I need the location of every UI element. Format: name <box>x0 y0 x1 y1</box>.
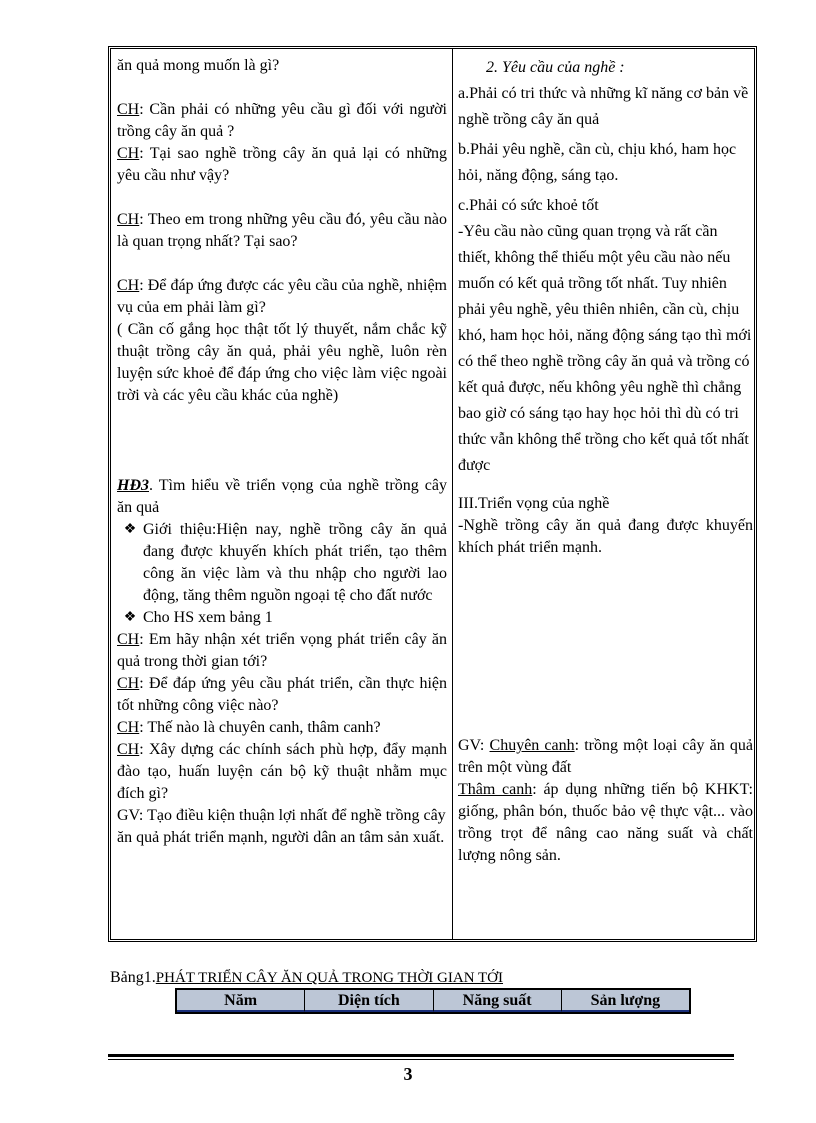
column-header-year: Năm <box>177 990 305 1012</box>
growth-table-header <box>175 988 691 1014</box>
table-caption: Bảng1.PHÁT TRIỂN CÂY ĂN QUẢ TRONG THỜI GIAN TỚI <box>110 969 504 986</box>
left-line-1: ăn quả mong muốn là gì? <box>117 57 280 74</box>
requirement-c-text: -Yêu cầu nào cũng quan trọng và rất cần thiết, không thể thiếu một yêu cầu nào nếu muốn có kết quả trồng tốt nhất. Tuy nhiên phải yêu nghề, yêu thiên nhiên, cần cù, chịu khó, ham học hỏi, năng động sáng tạo thì mới có thể theo nghề trồng cây ăn quả và trồng có kết quả được, nếu không yêu nghề thì chẳng bao giờ có sáng tạo hay học hỏi thì dù có tri thức vẫn không thể trồng cho kết quả tốt nhất được <box>458 223 752 474</box>
teacher-activity-column <box>117 55 447 849</box>
footer-rule <box>108 1054 734 1057</box>
heading-trien-vong: III.Triển vọng của nghề <box>458 495 610 512</box>
trien-vong-text: -Nghề trồng cây ăn quả đang được khuyến khích phát triển mạnh. <box>458 517 753 556</box>
requirement-b: b.Phải yêu nghề, cần cù, chịu khó, ham học hỏi, năng động, sáng tạo. <box>458 141 737 184</box>
question-5: CH: Em hãy nhận xét triển vọng phát triển cây ăn quả trong thời gian tới? <box>117 631 447 670</box>
question-7: CH: Thế nào là chuyên canh, thâm canh? <box>117 719 381 736</box>
chuyen-canh-def: GV: Chuyên canh: trồng một loại cây ăn quả trên một vùng đất <box>458 737 753 776</box>
question-2: CH: Tại sao nghề trồng cây ăn quả lại có những yêu cầu như vậy? <box>117 145 447 184</box>
content-column <box>458 55 753 867</box>
hd3-heading: HĐ3. Tìm hiểu về triển vọng của nghề trồng cây ăn quả <box>117 477 447 516</box>
page-number: 3 <box>403 1064 413 1084</box>
heading-yeu-cau: 2. Yêu cầu của nghề : <box>486 59 625 76</box>
column-header-yield: Năng suất <box>434 990 562 1012</box>
question-8: CH: Xây dựng các chính sách phù hợp, đẩy mạnh đào tạo, huấn luyện cán bộ kỹ thuật nhằm mục đích gì? <box>117 741 447 802</box>
column-header-area: Diện tích <box>305 990 433 1012</box>
answer-4: ( Cần cố gắng học thật tốt lý thuyết, nắm chắc kỹ thuật trồng cây ăn quả, phải yêu nghề, luôn rèn luyện sức khoẻ để đáp ứng cho việc làm việc ngoài trời và các yêu cầu khác của nghề) <box>117 321 447 404</box>
bullet-item: ❖ Giới thiệu:Hiện nay, nghề trồng cây ăn quả đang được khuyến khích phát triển, tạo thêm công ăn việc làm và thu nhập cho người lao động, tăng thêm nguồn ngoại tệ cho đất nước <box>117 519 447 607</box>
question-4: CH: Để đáp ứng được các yêu cầu của nghề, nhiệm vụ của em phải làm gì? <box>117 277 447 316</box>
tham-canh-def: Thâm canh: áp dụng những tiến bộ KHKT: giống, phân bón, thuốc bảo vệ thực vật... vào trồng trọt để nâng cao năng suất và chất lượng nông sản. <box>458 781 753 864</box>
requirement-c: c.Phải có sức khoẻ tốt <box>458 197 599 214</box>
gv-note: GV: Tạo điều kiện thuận lợi nhất để nghề trồng cây ăn quả phát triển mạnh, người dân an tâm sản xuất. <box>117 807 446 846</box>
bullet-item: ❖ Cho HS xem bảng 1 <box>117 607 447 629</box>
question-1: CH: Cần phải có những yêu cầu gì đối với người trồng cây ăn quả ? <box>117 101 447 140</box>
question-3: CH: Theo em trong những yêu cầu đó, yêu cầu nào là quan trọng nhất? Tại sao? <box>117 211 447 250</box>
requirement-a: a.Phải có tri thức và những kĩ năng cơ bản về nghề trồng cây ăn quả <box>458 85 749 128</box>
column-divider <box>452 49 453 939</box>
diamond-bullet-icon: ❖ <box>123 522 137 537</box>
diamond-bullet-icon: ❖ <box>123 610 137 625</box>
footer-rule-thin <box>108 1059 734 1060</box>
lesson-table <box>108 46 757 942</box>
question-6: CH: Để đáp ứng yêu cầu phát triển, cần thực hiện tốt những công việc nào? <box>117 675 447 714</box>
column-header-output: Sản lượng <box>562 990 689 1012</box>
